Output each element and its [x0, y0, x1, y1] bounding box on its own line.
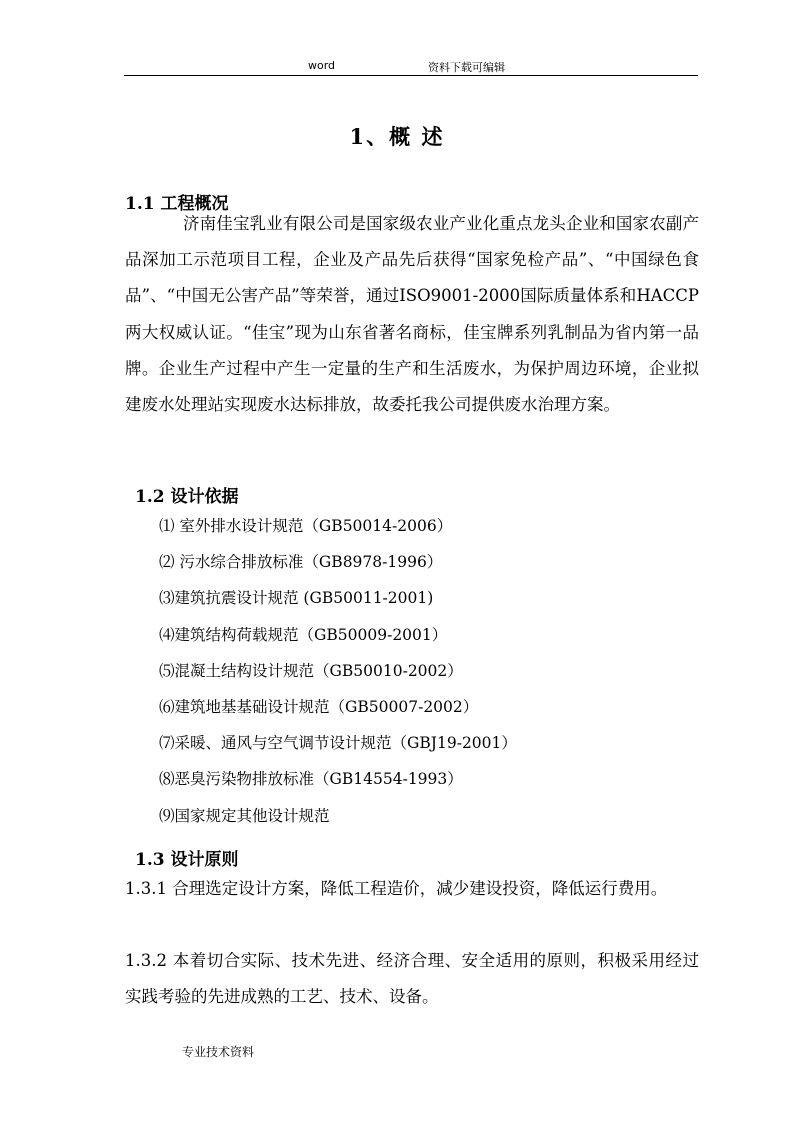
heading-principles: 1.3 设计原则	[135, 850, 239, 870]
principle-2: 1.3.2 本着切合实际、技术先进、经济合理、安全适用的原则，积极采用经过实践考验的先进成熟的工艺、技术、设备。	[125, 951, 699, 1007]
list-item: ⑼国家规定其他设计规范	[159, 806, 330, 825]
list-item: ⑴ 室外排水设计规范（GB50014-2006）	[159, 517, 453, 535]
list-item: ⑹建筑地基基础设计规范（GB50007-2002）	[159, 697, 479, 716]
list-item: ⑶建筑抗震设计规范 (GB50011-2001)	[159, 589, 434, 608]
page-header	[124, 55, 698, 76]
list-item: ⑺采暖、通风与空气调节设计规范（GBJ19-2001）	[159, 734, 517, 753]
list-item: ⑷建筑结构荷载规范（GB50009-2001）	[159, 625, 448, 644]
principle-1: 1.3.1 合理选定设计方案，降低工程造价，减少建设投资，降低运行费用。	[125, 879, 668, 898]
list-item: ⑸混凝土结构设计规范（GB50010-2002）	[159, 661, 463, 680]
list-item: ⑻恶臭污染物排放标准（GB14554-1993）	[159, 770, 463, 789]
overview-paragraph: 济南佳宝乳业有限公司是国家级农业产业化重点龙头企业和国家农副产品深加工示范项目工程，企业及产品先后获得“国家免检产品”、“中国绿色食品”、“中国无公害产品”等荣誉，通过ISO9001-2000国际质量体系和HACCP两大权威认证。“佳宝”现为山东省著名商标，佳宝牌系列乳制品为省内第一品牌。企业生产过程中产生一定量的生产和生活废水，为保护周边环境，企业拟建废水处理站实现废水达标排放，故委托我公司提供废水治理方案。	[125, 214, 699, 415]
basis-list	[159, 508, 517, 834]
heading-overview: 1.1 工程概况	[125, 194, 229, 214]
page-footer: 专业技术资料	[182, 1045, 255, 1059]
header-word: word	[308, 59, 336, 72]
chapter-title: 1、概 述	[349, 124, 445, 149]
header-note: 资料下载可编辑	[428, 61, 505, 74]
heading-basis: 1.2 设计依据	[135, 487, 239, 507]
list-item: ⑵ 污水综合排放标准（GB8978-1996）	[159, 553, 443, 572]
